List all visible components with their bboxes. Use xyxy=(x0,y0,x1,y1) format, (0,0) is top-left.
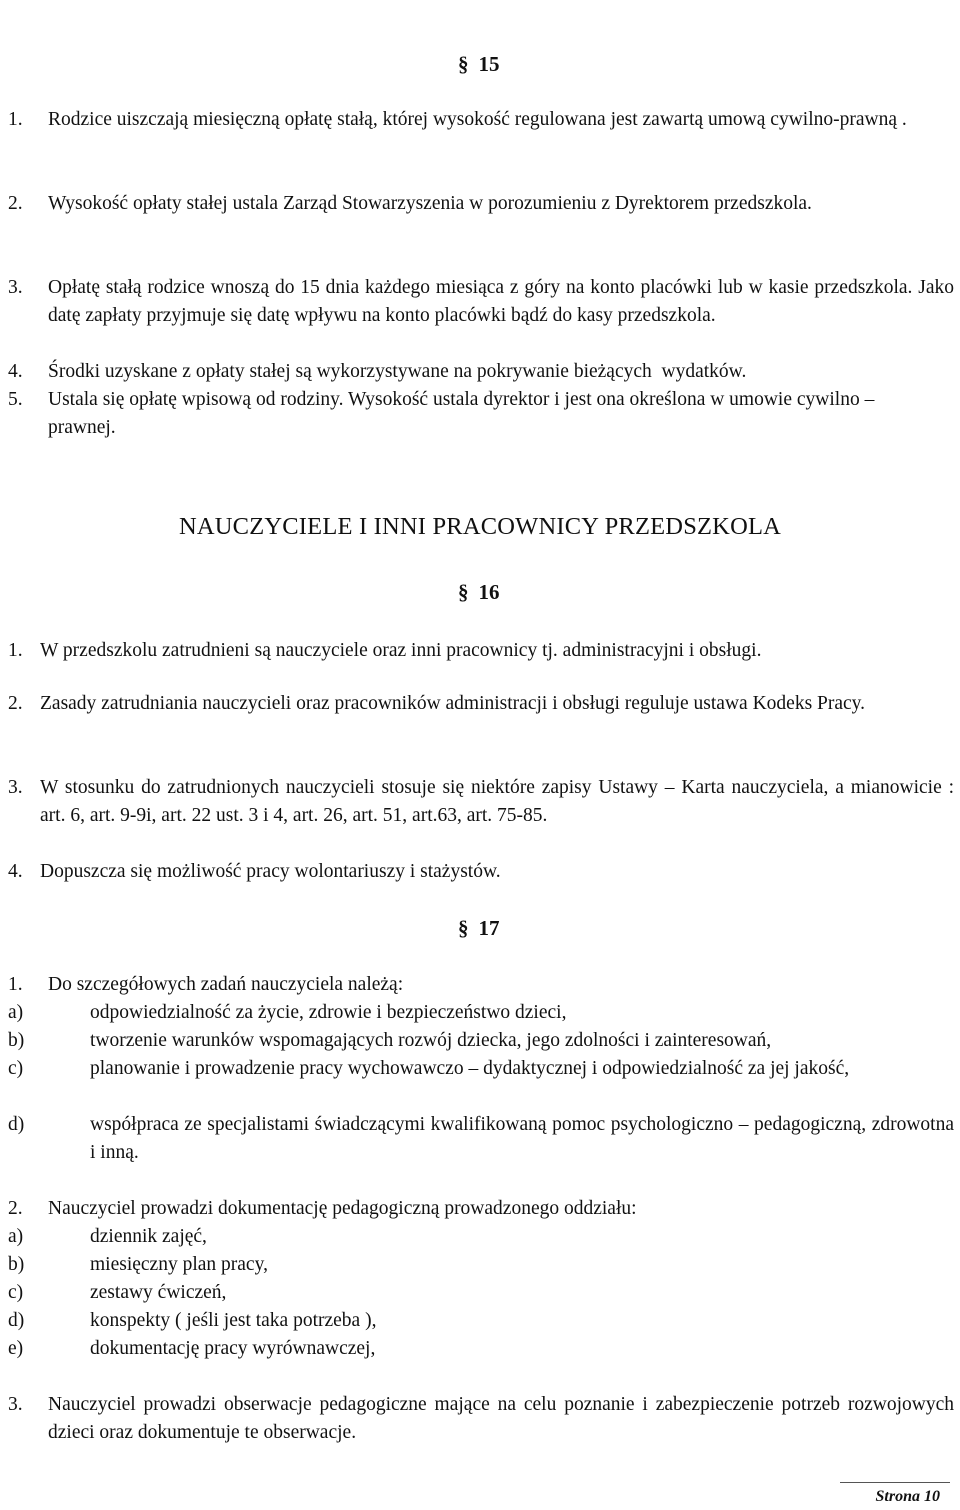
sub-item-letter: c) xyxy=(8,1282,24,1303)
paragraph-number: 15 xyxy=(478,52,500,76)
sub-item-letter: d) xyxy=(8,1114,25,1135)
sub-item-letter: e) xyxy=(8,1338,24,1359)
item-number: 4. xyxy=(8,861,23,882)
section-sign: § xyxy=(458,580,469,604)
list-item xyxy=(8,274,954,330)
section-sign: § xyxy=(458,916,469,940)
item-number: 3. xyxy=(8,777,23,798)
item-number: 3. xyxy=(8,277,23,298)
item-number: 2. xyxy=(8,193,23,214)
item-text: Zasady zatrudniania nauczycieli oraz pracowników administracji i obsługi reguluje ustawa Kodeks Pracy. xyxy=(40,693,866,714)
sub-item xyxy=(8,1251,954,1279)
item-text: Dopuszcza się możliwość pracy wolontariuszy i stażystów. xyxy=(40,861,501,882)
list-item xyxy=(8,190,954,218)
sub-item-text: odpowiedzialność za życie, zdrowie i bezpieczeństwo dzieci, xyxy=(90,1002,567,1023)
sub-item xyxy=(8,1055,954,1083)
item-text: Wysokość opłaty stałej ustala Zarząd Stowarzyszenia w porozumieniu z Dyrektorem przedszkola. xyxy=(48,193,812,214)
sub-item-letter: b) xyxy=(8,1030,25,1051)
sub-item-text: planowanie i prowadzenie pracy wychowawczo – dydaktycznej i odpowiedzialność za jej jakość, xyxy=(90,1058,850,1079)
item-number: 2. xyxy=(8,1198,23,1219)
item-number: 5. xyxy=(8,389,23,410)
item-number: 3. xyxy=(8,1394,23,1415)
item-text: Do szczegółowych zadań nauczyciela należą: xyxy=(48,974,404,995)
item-number: 4. xyxy=(8,361,23,382)
paragraph-number: 16 xyxy=(478,580,500,604)
sub-item xyxy=(8,1279,954,1307)
item-text: Opłatę stałą rodzice wnoszą do 15 dnia każdego miesiąca z góry na konto placówki lub w kasie przedszkola. Jako datę zapłaty przyjmuje się datę wpływu na konto placówki bądź do kasy przedszkola. xyxy=(48,277,954,326)
paragraph-heading-16 xyxy=(458,580,500,605)
sub-item-text: zestawy ćwiczeń, xyxy=(90,1282,227,1303)
sub-item-letter: a) xyxy=(8,1002,24,1023)
sub-item-text: tworzenie warunków wspomagających rozwój dziecka, jego zdolności i zainteresowań, xyxy=(90,1030,772,1051)
list-item xyxy=(8,106,954,134)
sub-item xyxy=(8,1307,954,1335)
sub-item xyxy=(8,1335,954,1363)
sub-item-text: współpraca ze specjalistami świadczącymi kwalifikowaną pomoc psychologiczno – pedagogiczną, zdrowotna i inną. xyxy=(90,1114,954,1163)
item-number: 2. xyxy=(8,693,23,714)
footer-rule xyxy=(840,1482,950,1483)
list-item xyxy=(8,971,954,999)
sub-item-letter: d) xyxy=(8,1310,25,1331)
item-text: W stosunku do zatrudnionych nauczycieli stosuje się niektóre zapisy Ustawy – Karta nauczyciela, a mianowicie : art. 6, art. 9-9i, art. 22 ust. 3 i 4, art. 26, art. 51, art.63, art. 75-85. xyxy=(40,777,954,826)
list-item xyxy=(8,774,954,830)
item-text: Ustala się opłatę wpisową od rodziny. Wysokość ustala dyrektor i jest ona określona w umowie cywilno –prawnej. xyxy=(48,389,875,438)
sub-item-letter: c) xyxy=(8,1058,24,1079)
sub-item-letter: b) xyxy=(8,1254,25,1275)
list-item xyxy=(8,637,954,665)
sub-item-text: konspekty ( jeśli jest taka potrzeba ), xyxy=(90,1310,377,1331)
list-item xyxy=(8,358,954,386)
page-footer: Strona 10 xyxy=(875,1488,940,1505)
item-text: Nauczyciel prowadzi obserwacje pedagogiczne mające na celu poznanie i zabezpieczenie potrzeb rozwojowych dzieci oraz dokumentuje te obserwacje. xyxy=(48,1394,954,1443)
list-item xyxy=(8,1195,954,1223)
sub-item xyxy=(8,999,954,1027)
paragraph-heading-17 xyxy=(458,916,500,941)
paragraph-heading-15 xyxy=(458,52,500,77)
sub-item-text: dziennik zajęć, xyxy=(90,1226,207,1247)
item-text: Rodzice uiszczają miesięczną opłatę stałą, której wysokość regulowana jest zawartą umową cywilno-prawną . xyxy=(48,109,907,130)
list-item xyxy=(8,858,954,886)
item-text: Środki uzyskane z opłaty stałej są wykorzystywane na pokrywanie bieżących wydatków. xyxy=(48,361,747,382)
paragraph-number: 17 xyxy=(478,916,500,940)
item-number: 1. xyxy=(8,974,23,995)
sub-item xyxy=(8,1027,954,1055)
sub-item-letter: a) xyxy=(8,1226,24,1247)
sub-item-text: miesięczny plan pracy, xyxy=(90,1254,268,1275)
list-item xyxy=(8,1391,954,1447)
list-item xyxy=(8,386,954,442)
item-text: Nauczyciel prowadzi dokumentację pedagogiczną prowadzonego oddziału: xyxy=(48,1198,637,1219)
item-number: 1. xyxy=(8,109,23,130)
item-number: 1. xyxy=(8,640,23,661)
sub-item-text: dokumentację pracy wyrównawczej, xyxy=(90,1338,376,1359)
section-sign: § xyxy=(458,52,469,76)
section-title: NAUCZYCIELE I INNI PRACOWNICY PRZEDSZKOLA xyxy=(178,513,782,540)
sub-item xyxy=(8,1223,954,1251)
list-item xyxy=(8,690,954,718)
item-text: W przedszkolu zatrudnieni są nauczyciele oraz inni pracownicy tj. administracyjni i obsługi. xyxy=(40,640,762,661)
sub-item xyxy=(8,1111,954,1167)
